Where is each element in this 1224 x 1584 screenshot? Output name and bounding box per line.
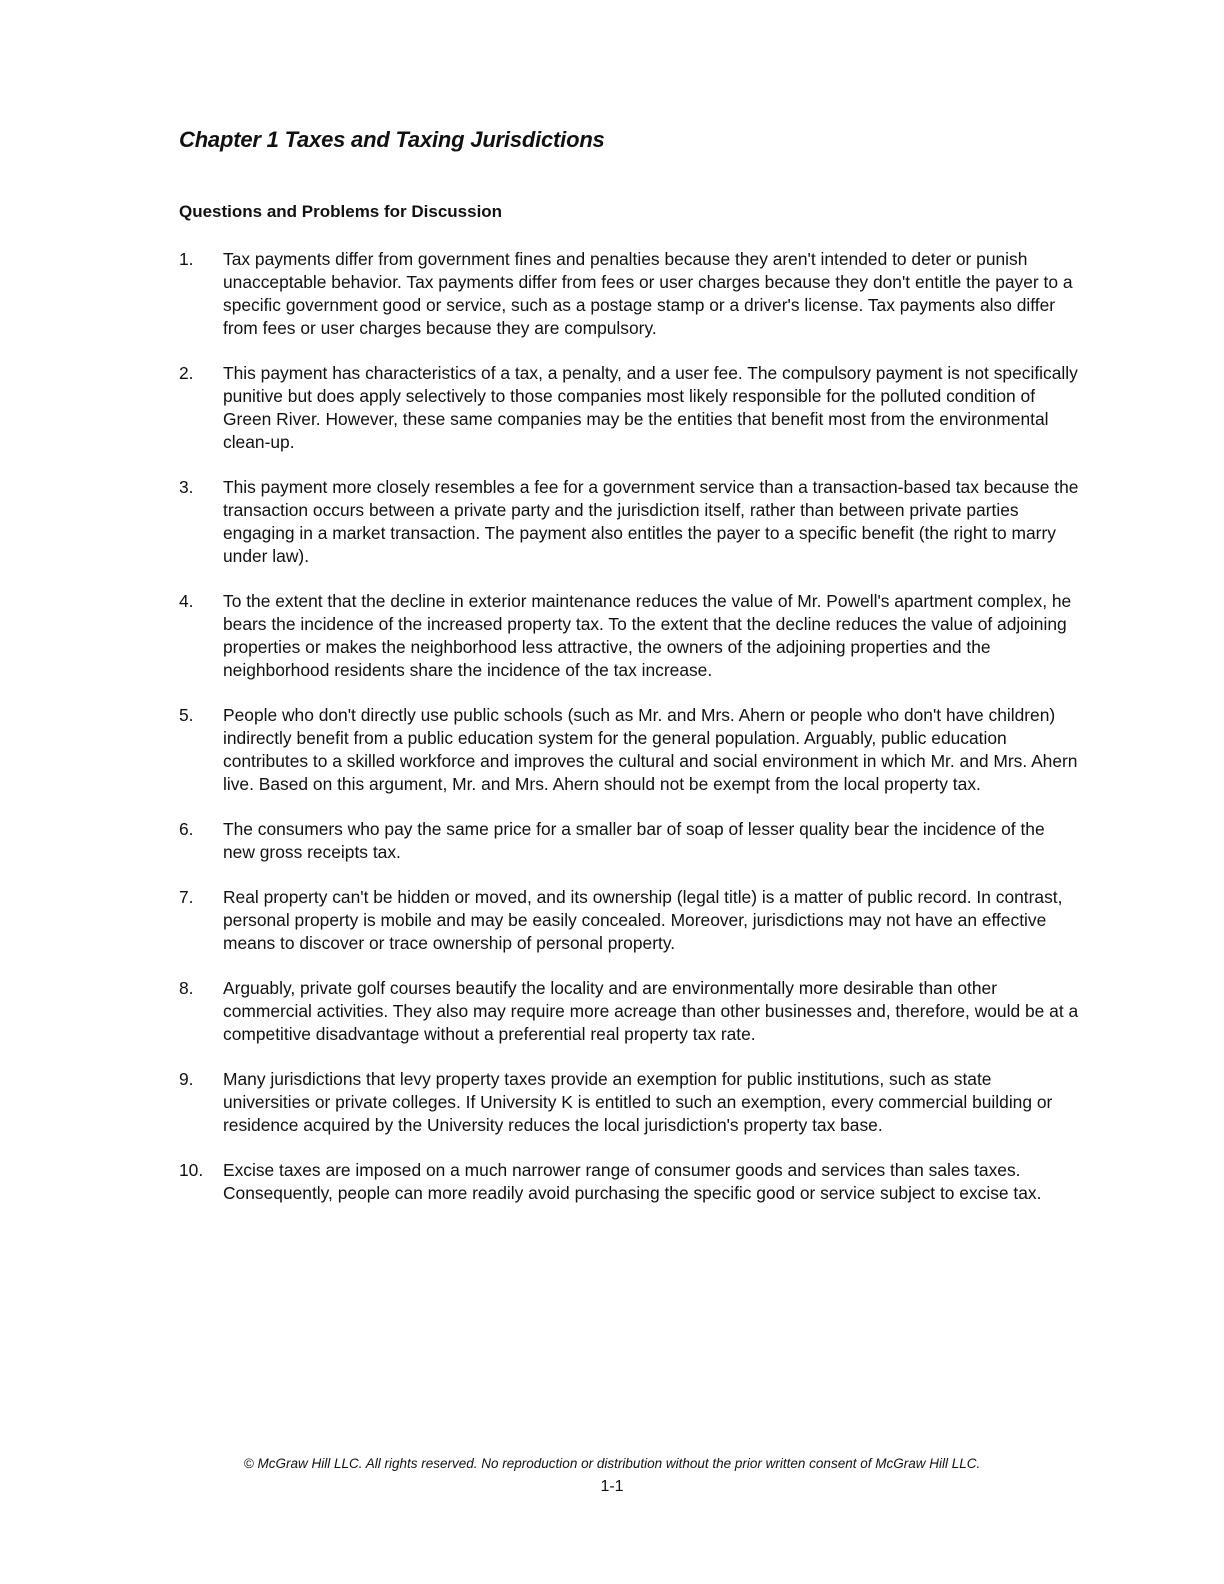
answer-number: 2. — [179, 363, 194, 383]
page-number: 1-1 — [600, 1478, 624, 1495]
answer-item — [179, 977, 1079, 1046]
answer-item — [179, 1159, 1079, 1205]
answer-number: 4. — [179, 591, 194, 611]
answer-text: To the extent that the decline in exterior maintenance reduces the value of Mr. Powell's apartment complex, he bears the incidence of the increased property tax. To the extent that the decline reduces the value of adjoining properties or makes the neighborhood less attractive, the owners of the adjoining properties and the neighborhood residents share the incidence of the tax increase. — [223, 591, 1072, 680]
answer-text: The consumers who pay the same price for a smaller bar of soap of lesser quality bear the incidence of the new gross receipts tax. — [223, 819, 1045, 862]
answer-item — [179, 476, 1079, 568]
answer-item — [179, 818, 1079, 864]
answer-text: This payment more closely resembles a fee for a government service than a transaction-based tax because the transaction occurs between a private party and the jurisdiction itself, rather than between private parties engaging in a market transaction. The payment also entitles the payer to a specific benefit (the right to marry under law). — [223, 477, 1079, 566]
answer-text: This payment has characteristics of a tax, a penalty, and a user fee. The compulsory payment is not specifically punitive but does apply selectively to those companies most likely responsible for the polluted condition of Green River. However, these same companies may be the entities that benefit most from the environmental clean-up. — [223, 363, 1078, 452]
answer-number: 9. — [179, 1069, 194, 1089]
answer-item — [179, 362, 1079, 454]
answer-list — [179, 248, 1079, 1227]
answer-number: 7. — [179, 887, 194, 907]
answer-text: Real property can't be hidden or moved, and its ownership (legal title) is a matter of public record. In contrast, personal property is mobile and may be easily concealed. Moreover, jurisdictions may not have an effective means to discover or trace ownership of personal property. — [223, 887, 1063, 953]
answer-item — [179, 590, 1079, 682]
answer-item — [179, 886, 1079, 955]
answer-text: Excise taxes are imposed on a much narrower range of consumer goods and services than sales taxes. Consequently, people can more readily avoid purchasing the specific good or service subject to excise tax. — [223, 1160, 1042, 1203]
answer-item — [179, 704, 1079, 796]
answer-number: 8. — [179, 978, 194, 998]
chapter-title: Chapter 1 Taxes and Taxing Jurisdictions — [179, 127, 605, 152]
answer-item — [179, 248, 1079, 340]
section-heading: Questions and Problems for Discussion — [179, 202, 503, 221]
answer-text: Many jurisdictions that levy property taxes provide an exemption for public institutions, such as state universities or private colleges. If University K is entitled to such an exemption, every commercial building or residence acquired by the University reduces the local jurisdiction's property tax base. — [223, 1069, 1053, 1135]
answer-number: 5. — [179, 705, 194, 725]
answer-number: 6. — [179, 819, 194, 839]
answer-number: 3. — [179, 477, 194, 497]
answer-text: Arguably, private golf courses beautify the locality and are environmentally more desirable than other commercial activities. They also may require more acreage than other businesses and, therefore, would be at a competitive disadvantage without a preferential real property tax rate. — [223, 978, 1079, 1044]
answer-number: 1. — [179, 249, 194, 269]
answer-text: People who don't directly use public schools (such as Mr. and Mrs. Ahern or people who don't have children) indirectly benefit from a public education system for the general population. Arguably, public education contributes to a skilled workforce and improves the cultural and social environment in which Mr. and Mrs. Ahern live. Based on this argument, Mr. and Mrs. Ahern should not be exempt from the local property tax. — [223, 705, 1078, 794]
answer-number: 10. — [179, 1160, 204, 1180]
answer-item — [179, 1068, 1079, 1137]
copyright-footer: © McGraw Hill LLC. All rights reserved. No reproduction or distribution without the prior written consent of McGraw Hill LLC. — [243, 1456, 981, 1471]
answer-text: Tax payments differ from government fines and penalties because they aren't intended to deter or punish unacceptable behavior. Tax payments differ from fees or user charges because they don't entitle the payer to a specific government good or service, such as a postage stamp or a driver's license. Tax payments also differ from fees or user charges because they are compulsory. — [223, 249, 1073, 338]
